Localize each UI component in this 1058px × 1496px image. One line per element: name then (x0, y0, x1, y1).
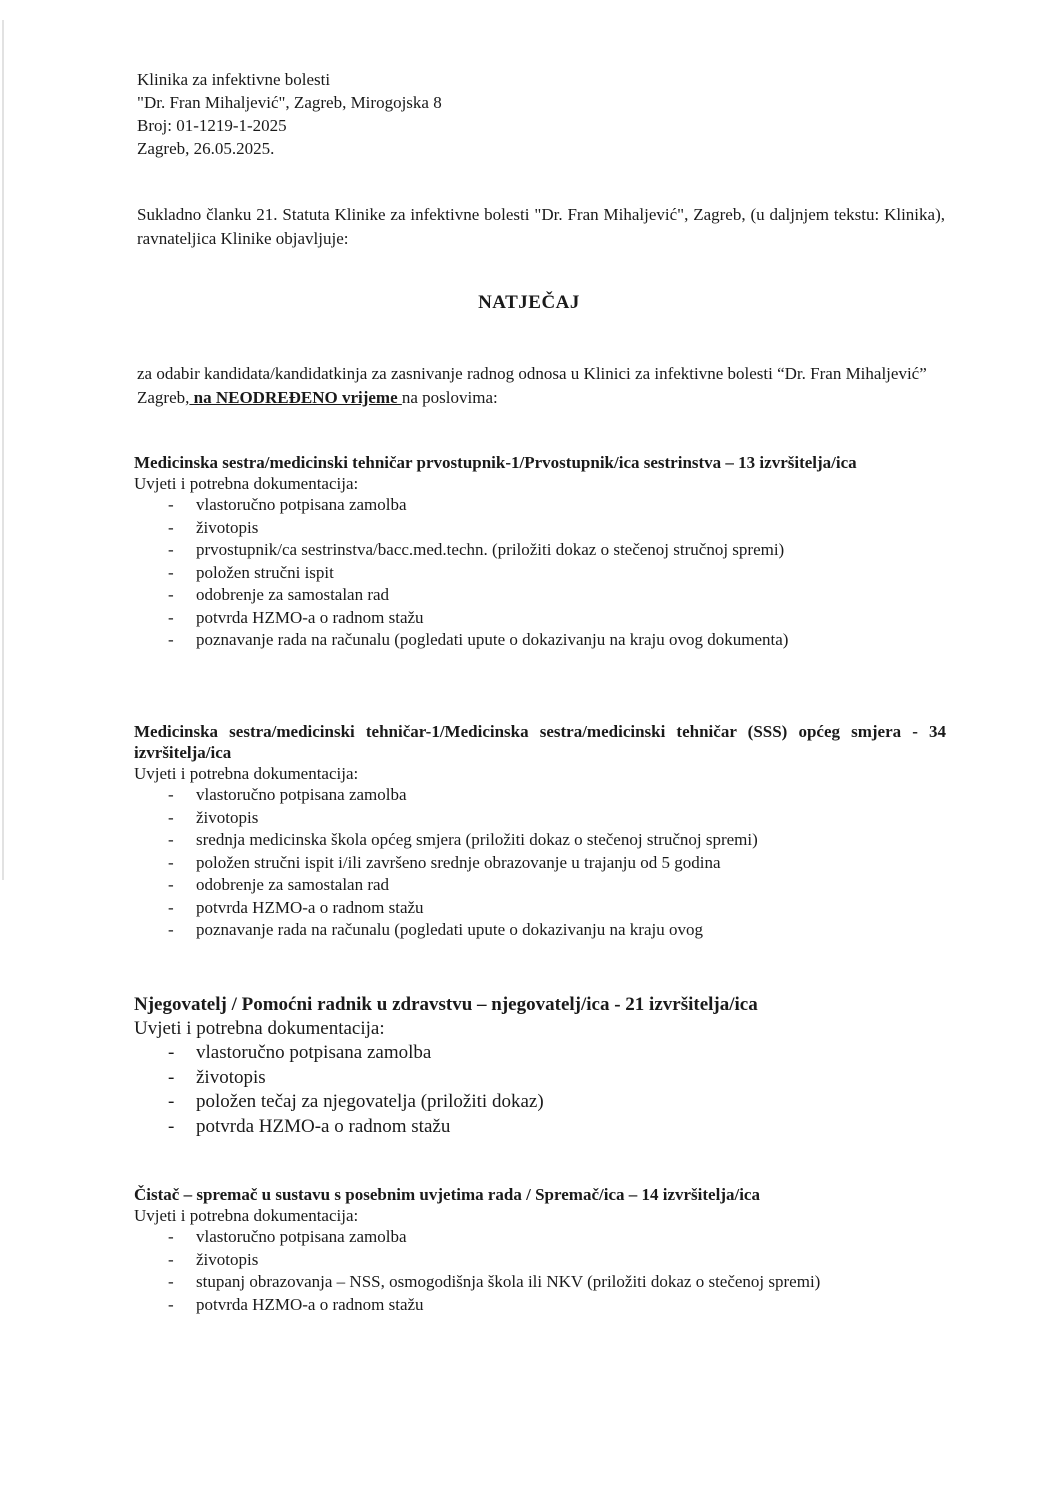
call-text-before: za odabir kandidata/kandidatkinja za zasnivanje radnog odnosa u Klinici za infektivne bolesti “Dr. Fran Mihaljević” Zagreb, (137, 364, 927, 407)
dash-bullet: - (168, 1091, 175, 1112)
dash-bullet: - (168, 920, 174, 939)
dash-bullet: - (168, 1066, 175, 1088)
list-item (134, 1294, 946, 1317)
requirements-list (134, 784, 946, 942)
dash-bullet: - (168, 495, 174, 514)
document-title: NATJEČAJ (478, 292, 580, 313)
position-section-4 (134, 1184, 946, 1316)
list-item (134, 829, 946, 852)
dash-bullet: - (168, 785, 174, 804)
list-item (134, 919, 946, 942)
dash-bullet: - (168, 540, 174, 559)
scan-edge-shadow (2, 20, 4, 880)
dash-bullet: - (168, 1249, 174, 1269)
list-item (134, 874, 946, 897)
dash-bullet: - (168, 562, 174, 582)
list-item (134, 562, 946, 585)
section-subtitle: Uvjeti i potrebna dokumentacija: (134, 1018, 385, 1039)
position-section-2 (134, 721, 946, 942)
header-address: "Dr. Fran Mihaljević", Zagreb, Mirogojska 8 (137, 93, 442, 112)
list-item-text: životopis (196, 517, 259, 537)
list-item (134, 897, 946, 920)
dash-bullet: - (168, 630, 174, 649)
requirements-list (134, 494, 946, 652)
list-item (134, 607, 946, 630)
dash-bullet: - (168, 807, 174, 827)
list-item (134, 629, 946, 652)
list-item-text: poznavanje rada na računalu (pogledati upute o dokazivanju na kraju ovog (196, 920, 703, 939)
dash-bullet: - (168, 852, 174, 872)
list-item-text: potvrda HZMO-a o radnom stažu (196, 897, 424, 917)
list-item-text: prvostupnik/ca sestrinstva/bacc.med.techn. (priložiti dokaz o stečenoj stručnoj spremi) (196, 540, 785, 559)
list-item-text: vlastoručno potpisana zamolba (196, 1042, 432, 1063)
list-item-text: položen stručni ispit i/ili završeno srednje obrazovanje u trajanju od 5 godina (196, 852, 721, 872)
dash-bullet: - (168, 897, 174, 917)
list-item-text: potvrda HZMO-a o radnom stažu (196, 607, 424, 627)
header-reference-number: Broj: 01-1219-1-2025 (137, 116, 287, 135)
dash-bullet: - (168, 1227, 174, 1246)
section-subtitle: Uvjeti i potrebna dokumentacija: (134, 474, 359, 493)
list-item-text: vlastoručno potpisana zamolba (196, 785, 407, 804)
call-text-after: na poslovima: (401, 388, 498, 407)
list-item-text: srednja medicinska škola općeg smjera (priložiti dokaz o stečenoj stručnoj spremi) (196, 830, 758, 849)
list-item (134, 1066, 946, 1091)
dash-bullet: - (168, 1294, 174, 1314)
list-item-text: odobrenje za samostalan rad (196, 875, 390, 894)
list-item (134, 584, 946, 607)
header-institution-name: Klinika za infektivne bolesti (137, 70, 331, 89)
list-item-text: vlastoručno potpisana zamolba (196, 495, 407, 514)
list-item-text: odobrenje za samostalan rad (196, 585, 390, 604)
list-item-text: položen tečaj za njegovatelja (priložiti dokaz) (196, 1091, 544, 1112)
section-heading: Čistač – spremač u sustavu s posebnim uvjetima rada / Spremač/ica – 14 izvršitelja/ica (134, 1185, 760, 1204)
section-subtitle: Uvjeti i potrebna dokumentacija: (134, 764, 359, 783)
section-heading: Medicinska sestra/medicinski tehničar prvostupnik-1/Prvostupnik/ica sestrinstva – 13 izvršitelja/ica (134, 453, 857, 472)
list-item (134, 784, 946, 807)
section-heading: Njegovatelj / Pomoćni radnik u zdravstvu – njegovatelj/ica - 21 izvršitelja/ica (134, 994, 758, 1015)
call-paragraph (137, 362, 945, 410)
list-item (134, 807, 946, 830)
list-item (134, 1041, 946, 1066)
list-item (134, 494, 946, 517)
list-item-text: životopis (196, 1066, 266, 1088)
list-item (134, 1090, 946, 1115)
dash-bullet: - (168, 1272, 174, 1291)
dash-bullet: - (168, 607, 174, 627)
position-section-1 (134, 452, 946, 652)
position-section-3 (134, 992, 946, 1139)
list-item-text: vlastoručno potpisana zamolba (196, 1227, 407, 1246)
list-item (134, 1271, 946, 1294)
dash-bullet: - (168, 517, 174, 537)
dash-bullet: - (168, 585, 174, 604)
institution-header (137, 68, 442, 160)
call-emphasis: na NEODREĐENO vrijeme (189, 388, 402, 407)
list-item-text: potvrda HZMO-a o radnom stažu (196, 1294, 424, 1314)
list-item-text: poznavanje rada na računalu (pogledati upute o dokazivanju na kraju ovog dokumenta) (196, 630, 789, 649)
list-item (134, 1249, 946, 1272)
intro-paragraph: Sukladno članku 21. Statuta Klinike za infektivne bolesti "Dr. Fran Mihaljević", Zagreb, (u daljnjem tekstu: Klinika), ravnateljica Klinike objavljuje: (137, 205, 945, 248)
list-item (134, 517, 946, 540)
dash-bullet: - (168, 1115, 175, 1137)
section-heading: Medicinska sestra/medicinski tehničar-1/Medicinska sestra/medicinski tehničar (SSS) općeg smjera - 34 izvršitelja/ica (134, 722, 946, 762)
dash-bullet: - (168, 1042, 175, 1063)
list-item-text: potvrda HZMO-a o radnom stažu (196, 1115, 451, 1137)
list-item-text: životopis (196, 1249, 259, 1269)
requirements-list (134, 1041, 946, 1139)
list-item-text: stupanj obrazovanja – NSS, osmogodišnja škola ili NKV (priložiti dokaz o stečenoj spremi) (196, 1272, 821, 1291)
list-item-text: položen stručni ispit (196, 562, 334, 582)
list-item (134, 1115, 946, 1140)
header-place-date: Zagreb, 26.05.2025. (137, 139, 275, 158)
requirements-list (134, 1226, 946, 1316)
dash-bullet: - (168, 830, 174, 849)
section-subtitle: Uvjeti i potrebna dokumentacija: (134, 1206, 359, 1225)
list-item (134, 1226, 946, 1249)
dash-bullet: - (168, 875, 174, 894)
list-item (134, 852, 946, 875)
list-item (134, 539, 946, 562)
list-item-text: životopis (196, 807, 259, 827)
